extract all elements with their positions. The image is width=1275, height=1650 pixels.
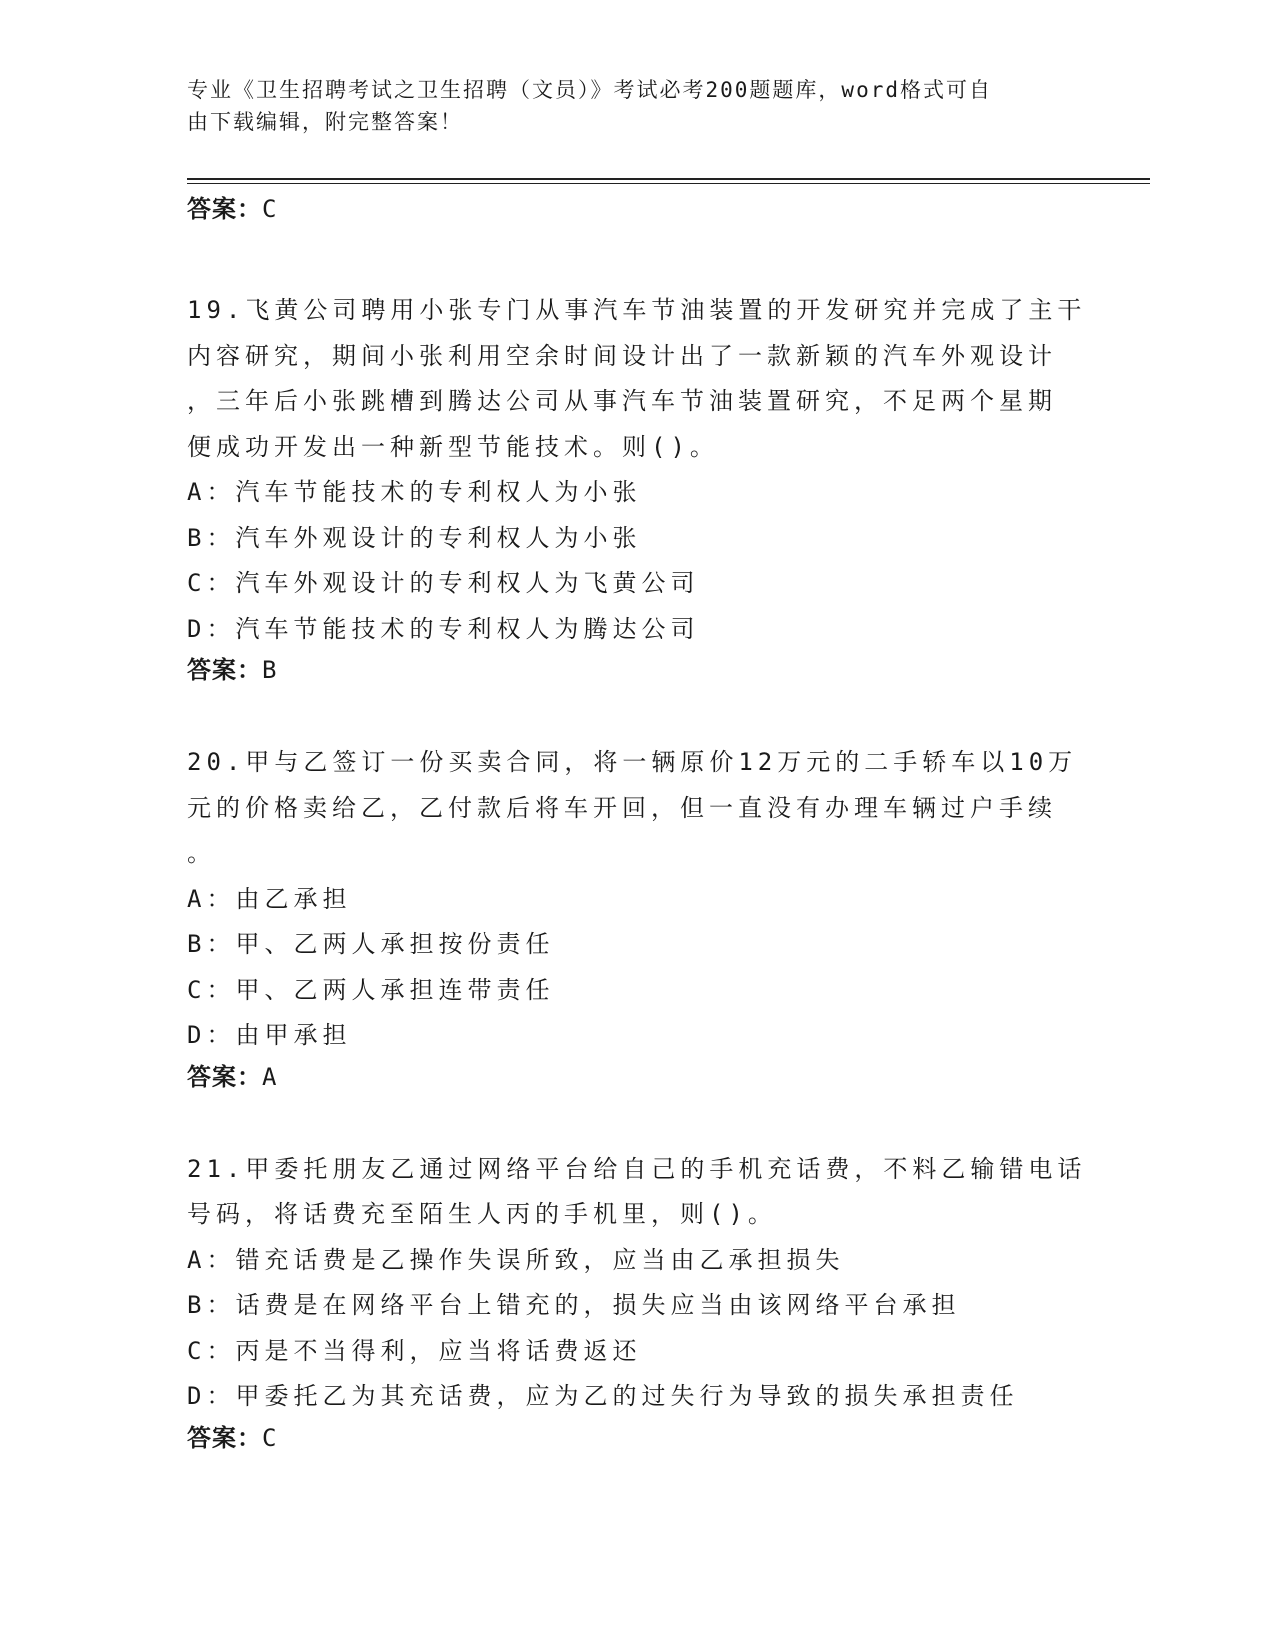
option-b: B：甲、乙两人承担按份责任 — [187, 930, 555, 958]
header-line-1: 专业《卫生招聘考试之卫生招聘（文员）》考试必考200题题库，word格式可自 — [187, 78, 992, 102]
header-rule-thick — [187, 178, 1150, 180]
stem-line: 。 — [187, 839, 216, 867]
page-header — [187, 74, 1067, 138]
stem-line: 19.飞黄公司聘用小张专门从事汽车节油装置的开发研究并完成了主干 — [187, 296, 1087, 324]
question-20 — [187, 740, 1087, 1095]
answer-label: 答案： — [187, 1062, 262, 1091]
stem-line: 元的价格卖给乙，乙付款后将车开回，但一直没有办理车辆过户手续 — [187, 793, 1057, 822]
question-answer — [187, 1420, 1087, 1456]
document-body — [187, 191, 1087, 1456]
stem-line: 便成功开发出一种新型节能技术。则()。 — [187, 432, 719, 461]
stem-line: 号码，将话费充至陌生人丙的手机里，则()。 — [187, 1200, 777, 1228]
option-c: C：汽车外观设计的专利权人为飞黄公司 — [187, 569, 700, 597]
answer-value: B — [262, 656, 278, 684]
answer-value: C — [262, 195, 278, 223]
answer-value: A — [262, 1062, 278, 1091]
stem-line: 内容研究，期间小张利用空余时间设计出了一款新颖的汽车外观设计 — [187, 341, 1057, 370]
header-line-2: 由下载编辑，附完整答案！ — [187, 110, 463, 134]
option-d: D：由甲承担 — [187, 1021, 352, 1049]
stem-line: ，三年后小张跳槽到腾达公司从事汽车节油装置研究，不足两个星期 — [187, 387, 1057, 415]
question-answer — [187, 1059, 1087, 1095]
question-stem — [187, 288, 1087, 470]
header-rule-thin — [187, 183, 1150, 184]
question-21 — [187, 1147, 1087, 1456]
option-d: D：甲委托乙为其充话费，应为乙的过失行为导致的损失承担责任 — [187, 1382, 1019, 1410]
option-c: C：丙是不当得利，应当将话费返还 — [187, 1336, 642, 1365]
question-stem — [187, 740, 1087, 877]
option-b: B：话费是在网络平台上错充的，损失应当由该网络平台承担 — [187, 1291, 961, 1319]
option-a: A：错充话费是乙操作失误所致，应当由乙承担损失 — [187, 1245, 845, 1274]
answer-label: 答案： — [187, 195, 262, 223]
question-19 — [187, 288, 1087, 688]
answer-label: 答案： — [187, 1423, 262, 1452]
stem-line: 20.甲与乙签订一份买卖合同，将一辆原价12万元的二手轿车以10万 — [187, 748, 1078, 776]
question-stem — [187, 1147, 1087, 1238]
option-b: B：汽车外观设计的专利权人为小张 — [187, 523, 642, 552]
option-c: C：甲、乙两人承担连带责任 — [187, 975, 555, 1004]
answer-value: C — [262, 1423, 278, 1452]
option-a: A：汽车节能技术的专利权人为小张 — [187, 478, 642, 506]
question-answer — [187, 652, 1087, 688]
previous-answer — [187, 191, 1087, 227]
option-d: D：汽车节能技术的专利权人为腾达公司 — [187, 614, 700, 643]
stem-line: 21.甲委托朋友乙通过网络平台给自己的手机充话费，不料乙输错电话 — [187, 1154, 1087, 1183]
option-a: A：由乙承担 — [187, 884, 352, 913]
answer-label: 答案： — [187, 656, 262, 684]
